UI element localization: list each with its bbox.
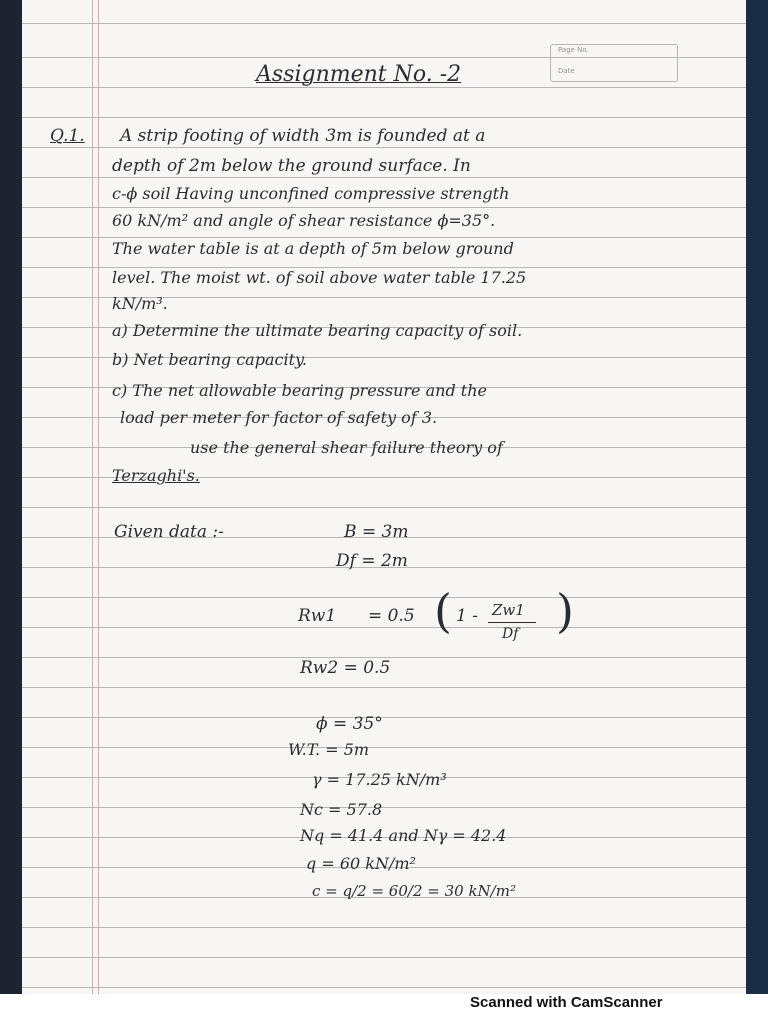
rw1-one-minus: 1 -: [456, 606, 478, 626]
scan-edge-left: [0, 0, 22, 1000]
nc-value: Nc = 57.8: [300, 800, 383, 819]
margin-line-1: [92, 0, 93, 994]
scan-edge-right: [746, 0, 768, 1000]
page-no-label: Page No.: [558, 46, 589, 54]
nq-ngamma-value: Nq = 41.4 and Nγ = 42.4: [300, 826, 507, 845]
question-line-4: 60 kN/m² and angle of shear resistance ϕ=35°.: [112, 211, 496, 230]
rw1-label: Rw1: [298, 606, 337, 626]
rw1-paren-open: (: [434, 584, 452, 638]
question-line-5: The water table is at a depth of 5m below ground: [112, 239, 514, 258]
camscanner-watermark: Scanned with CamScanner: [470, 994, 663, 1011]
depth-Df: Df = 2m: [336, 551, 408, 571]
question-line-10: c) The net allowable bearing pressure and the: [112, 381, 487, 400]
assignment-title: Assignment No. -2: [256, 62, 462, 87]
question-number: Q.1.: [50, 126, 85, 146]
rw1-paren-close: ): [556, 584, 574, 638]
date-label: Date: [558, 67, 575, 75]
rw1-fraction-bar: [488, 622, 536, 623]
margin-line-2: [98, 0, 99, 994]
question-line-8: a) Determine the ultimate bearing capacity of soil.: [112, 321, 523, 340]
rw1-equals: = 0.5: [368, 606, 415, 626]
question-line-9: b) Net bearing capacity.: [112, 350, 307, 369]
rw1-numerator: Zw1: [492, 601, 525, 619]
q-value: q = 60 kN/m²: [306, 854, 416, 873]
question-line-12: use the general shear failure theory of: [190, 438, 503, 457]
question-line-6: level. The moist wt. of soil above water table 17.25: [112, 268, 527, 287]
width-B: B = 3m: [344, 522, 409, 542]
question-line-2: depth of 2m below the ground surface. In: [112, 156, 471, 176]
given-data-label: Given data :-: [114, 522, 224, 542]
water-table-value: W.T. = 5m: [288, 740, 370, 759]
question-line-11: load per meter for factor of safety of 3.: [120, 408, 438, 427]
question-line-7: kN/m³.: [112, 294, 168, 313]
rw1-denominator: Df: [502, 626, 519, 642]
phi-value: ϕ = 35°: [316, 714, 383, 734]
question-line-1: A strip footing of width 3m is founded at a: [120, 126, 486, 146]
rw2-value: Rw2 = 0.5: [300, 658, 391, 678]
gamma-value: γ = 17.25 kN/m³: [312, 770, 447, 789]
c-value: c = q/2 = 60/2 = 30 kN/m²: [312, 882, 516, 900]
question-line-3: c-ϕ soil Having unconfined compressive strength: [112, 184, 510, 203]
question-line-13: Terzaghi's.: [112, 466, 200, 485]
